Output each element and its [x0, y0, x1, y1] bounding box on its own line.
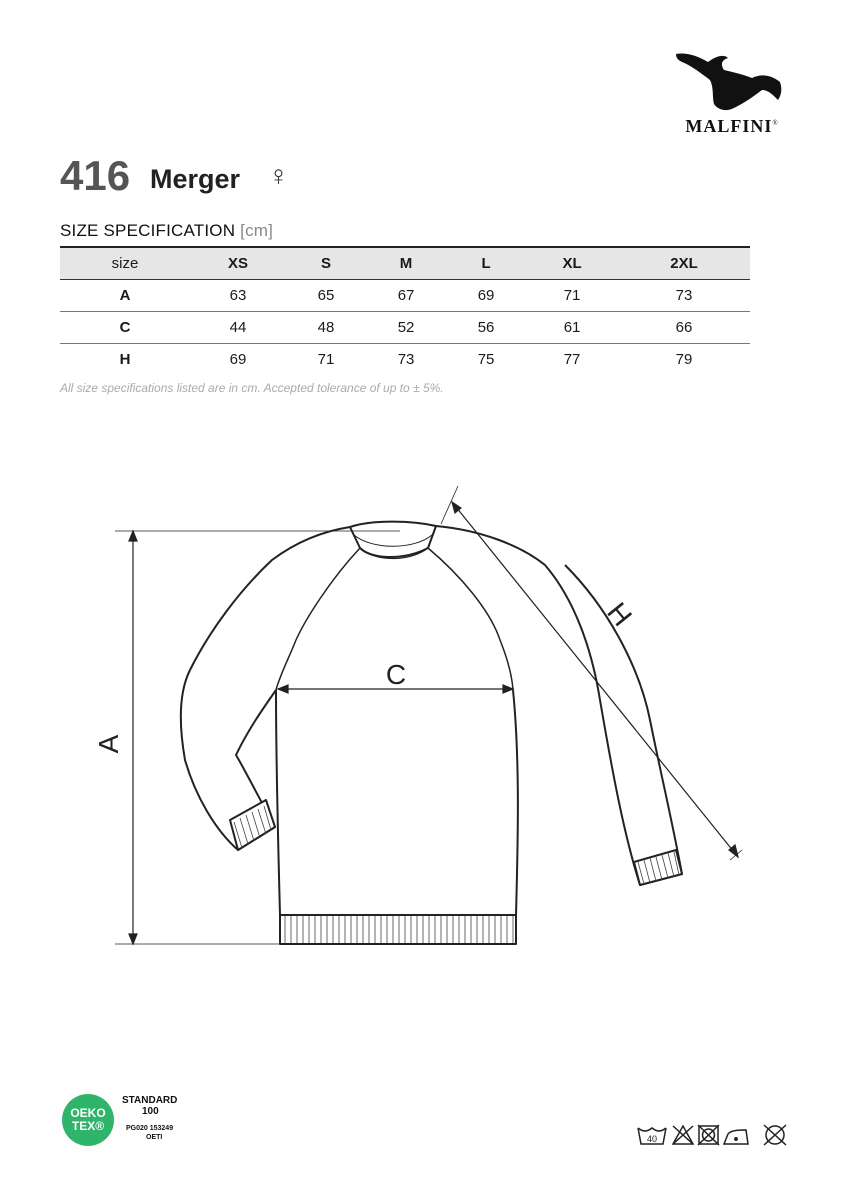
row-label: H: [119, 351, 131, 368]
no-tumble-dry-icon: [698, 1125, 719, 1145]
logo-bird-icon: [672, 48, 784, 114]
measurement-label-h: H: [601, 596, 639, 632]
no-dry-clean-icon: [764, 1125, 786, 1145]
tolerance-note: All size specifications listed are in cm. Accepted tolerance of up to ± 5%.: [60, 381, 444, 395]
header-size-m: M: [366, 247, 446, 280]
table-row: [60, 344, 750, 376]
iron-low-icon: [724, 1130, 748, 1144]
oeko-standard-line1: STANDARD: [122, 1095, 178, 1106]
table-cell: 44: [190, 312, 286, 344]
size-spec-title-text: SIZE SPECIFICATION: [60, 221, 236, 240]
size-spec-unit: [cm]: [240, 221, 274, 240]
table-cell: 69: [446, 280, 526, 312]
table-row: [60, 312, 750, 344]
header-size-s: S: [286, 247, 366, 280]
table-cell: 79: [675, 351, 693, 368]
oeko-standard-text: [122, 1095, 177, 1117]
header-size-label: size: [60, 247, 190, 280]
table-cell: 69: [229, 351, 247, 368]
care-symbols: [636, 1122, 790, 1148]
table-row: [60, 280, 750, 312]
sweatshirt-outline: [181, 522, 682, 944]
measurement-label-a: A: [93, 734, 124, 754]
table-cell: 63: [190, 280, 286, 312]
table-cell: 67: [366, 280, 446, 312]
header-size-l: L: [446, 247, 526, 280]
table-cell: 77: [563, 351, 581, 368]
table-cell: 71: [317, 351, 335, 368]
header-size-xs: XS: [190, 247, 286, 280]
female-symbol-icon: ♀: [268, 160, 289, 191]
table-cell: 66: [618, 312, 750, 344]
oeko-badge-line1: OEKO: [70, 1106, 106, 1120]
oeko-badge-line2: TEX®: [71, 1119, 105, 1133]
brand-name: MALFINI: [685, 116, 773, 136]
oeko-standard-line2: 100: [142, 1106, 159, 1117]
table-cell: 61: [526, 312, 618, 344]
measurement-label-c: C: [385, 659, 407, 690]
row-label: C: [60, 312, 190, 344]
wash-temperature: 40: [646, 1134, 658, 1144]
row-label: A: [60, 280, 190, 312]
wash-40-icon: [638, 1128, 666, 1144]
table-cell: 56: [446, 312, 526, 344]
size-table-header-row: [60, 247, 750, 280]
oeko-certificate: [126, 1124, 173, 1142]
oeko-institute: OETI: [146, 1134, 163, 1141]
table-cell: 71: [526, 280, 618, 312]
size-table: [60, 246, 750, 375]
table-cell: 65: [286, 280, 366, 312]
size-spec-title: [60, 221, 273, 241]
garment-measurement-diagram: [0, 470, 849, 970]
header-size-xl: XL: [526, 247, 618, 280]
oeko-tex-badge: [62, 1094, 114, 1146]
registered-mark: ®: [772, 119, 779, 127]
table-cell: 48: [286, 312, 366, 344]
table-cell: 75: [477, 351, 495, 368]
table-cell: 52: [366, 312, 446, 344]
product-number: 416: [60, 152, 131, 199]
table-cell: 73: [618, 280, 750, 312]
brand-logo-text: [662, 116, 802, 137]
no-bleach-icon: [673, 1126, 693, 1144]
oeko-cert-number: PG020 153249: [126, 1125, 174, 1132]
header-size-2xl: 2XL: [618, 247, 750, 280]
product-name: Merger: [150, 164, 241, 194]
table-cell: 73: [397, 351, 415, 368]
